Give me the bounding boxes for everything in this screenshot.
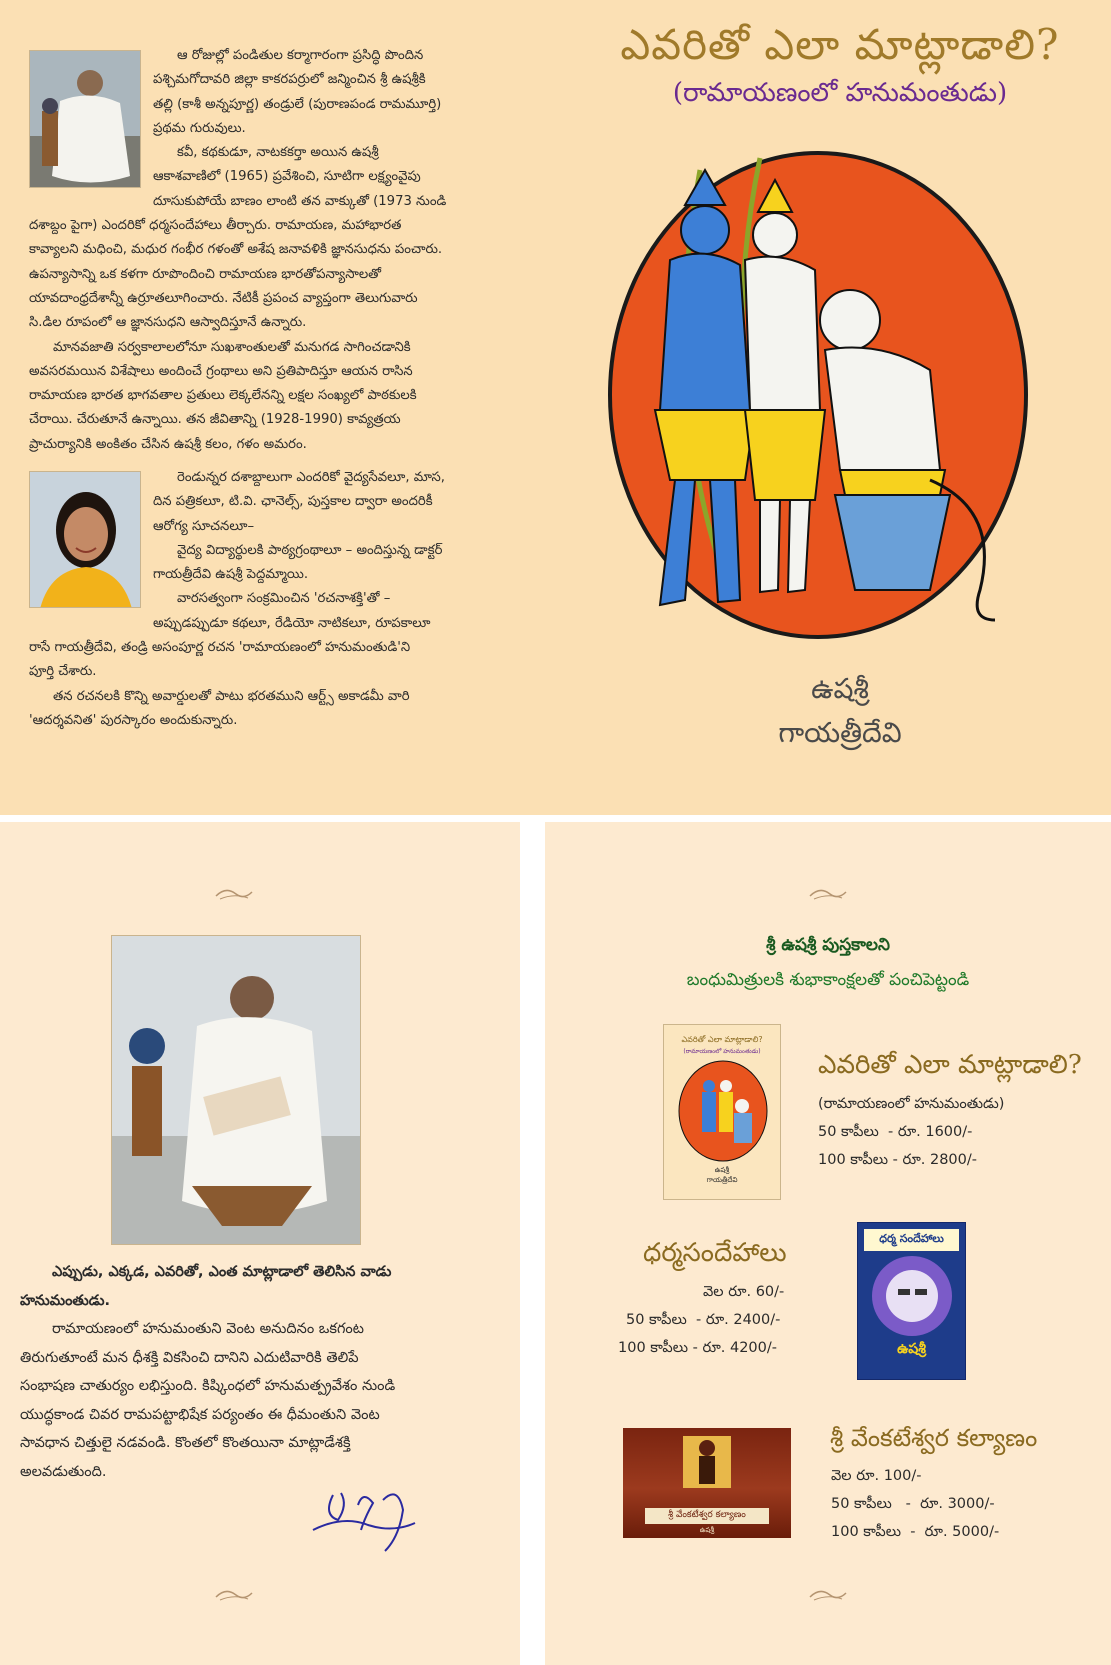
blurb-headline: ఎప్పుడు, ఎక్కడ, ఎవరితో, ఎంత మాట్లాడాలో తెలిసిన వాడు: [52, 1264, 392, 1280]
bio-line: రెండున్నర దశాబ్దాలుగా ఎందరికో వైద్యసేవలూ, మాస,: [177, 470, 445, 485]
cover-author-ushasri: ఉషశ్రీ: [811, 672, 869, 705]
bio-line: దిన పత్రికలూ, టి.వి. ఛానెల్స్, పుస్తకాల ద్వారా అందరికీ: [153, 494, 433, 510]
bio-line: పశ్చిమగోదావరి జిల్లా కాకరపర్రులో జన్మించిన శ్రీ ఉషశ్రీకి: [153, 72, 426, 88]
bio-line: దశాబ్దం పైగా) ఎందరికో ధర్మసందేహాలు తీర్చారు. రామాయణ, మహాభారత: [29, 218, 402, 234]
mini-cover-author: ఉషశ్రీ: [714, 1166, 730, 1174]
book-title-dharmasandehalu: ధర్మసందేహాలు: [643, 1238, 787, 1268]
blurb-line: సావధాన చిత్తులై నడవండి. కొంతలో కొంతయినా మాట్లాడేశక్తి: [20, 1435, 351, 1451]
bio-line: ఉపన్యాసాన్ని ఒక కళగా రూపొందించి రామాయణ భారతోపన్యాసాలతో: [29, 266, 382, 282]
flourish-ornament-icon: [214, 884, 254, 902]
bio-ushasri: [29, 44, 453, 457]
cover-title: ఎవరితో ఎలా మాట్లాడాలి?: [620, 20, 1060, 69]
blurb-line: యుద్ధకాండ చివర రామపట్టాభిషేక పర్యంతం ఈ ధీమంతుని వెంట: [20, 1406, 380, 1423]
bio-line: దూసుకుపోయే బాణం లాంటి తన వాక్కుతో (1973 నుండి: [153, 193, 447, 209]
cover-subtitle: (రామాయణంలో హనుమంతుడు): [672, 78, 1008, 108]
book-title-venkateswara-kalyanam: శ్రీ వేంకటేశ్వర కల్యాణం: [830, 1424, 1038, 1452]
bio-line: ఆరోగ్య సూచనలూ–: [153, 518, 255, 534]
bio-line: ప్రథమ గురువులు.: [153, 120, 246, 136]
mini-cover-author: గాయత్రీదేవి: [706, 1176, 738, 1184]
bio-gayatridevi: [29, 466, 453, 733]
price-line: 100 కాపీలు - రూ. 4200/-: [618, 1340, 777, 1356]
blurb-line: తిరుగుతూంటే మన ధీశక్తి వికసించి దానిని ఎదుటివారికి తెలిపే: [20, 1349, 359, 1366]
bio-line: అవసరమయిన విశేషాలు అందించే గ్రంథాలు అని ప్రతిపాదిస్తూ ఆయన రాసిన: [29, 363, 413, 379]
mini-cover-author: ఉషశ్రీ: [897, 1341, 926, 1357]
mini-cover-title: శ్రీ వేంకటేశ్వర కల్యాణం: [645, 1508, 769, 1524]
bio-line: వారసత్వంగా సంక్రమించిన 'రచనాశక్తి'తో –: [177, 591, 391, 607]
bio-line: పూర్తి చేశారు.: [29, 664, 97, 680]
cover-author-gayatridevi: గాయత్రీదేవి: [778, 716, 902, 749]
book-cover-evaritho: [663, 1024, 781, 1200]
flourish-ornament-icon: [214, 1585, 254, 1603]
bio-line: ఆకాశవాణిలో (1965) ప్రవేశించి, సూటిగా లక్ష్యంవైపు: [153, 169, 421, 185]
price-line: 100 కాపీలు - రూ. 2800/-: [818, 1152, 977, 1168]
price-line: 50 కాపీలు - రూ. 2400/-: [626, 1312, 781, 1328]
flourish-ornament-icon: [808, 884, 848, 902]
bio-line: ప్రాచుర్యానికి అంకితం చేసిన ఉషశ్రీ కలం, గళం అమరం.: [29, 436, 307, 452]
bio-line: తన రచనలకి కొన్ని అవార్డులతో పాటు భరతముని ఆర్ట్స్ అకాడమీ వారి: [53, 688, 410, 704]
blurb-line: రామాయణంలో హనుమంతుని వెంట అనుదినం ఒకగంట: [52, 1321, 364, 1337]
book-title-evaritho: ఎవరితో ఎలా మాట్లాడాలి?: [818, 1050, 1082, 1080]
mini-cover-title: ఎవరితో ఎలా మాట్లాడాలి?: [681, 1035, 763, 1044]
bio-line: వైద్య విద్యార్థులకి పాఠ్యగ్రంథాలూ – అందిస్తున్న డాక్టర్: [177, 542, 443, 558]
books-heading: శ్రీ ఉషశ్రీ పుస్తకాలని: [766, 935, 890, 955]
bio-line: చేరాయి. చేరుతూనే ఉన్నాయి. తన జీవితాన్ని (1928-1990) కావ్యత్రయ: [29, 412, 401, 428]
books-subheading: బంధుమిత్రులకి శుభాకాంక్షలతో పంచిపెట్టండి: [686, 970, 970, 990]
bio-line: 'ఆదర్శవనిత' పురస్కారం అందుకున్నారు.: [29, 712, 238, 728]
bio-line: కావ్యాలని మధించి, మధుర గంభీర గళంతో అశేష జనావళికి జ్ఞానసుధను పంచారు.: [29, 242, 443, 258]
blurb-headline-end: హనుమంతుడు.: [20, 1292, 110, 1309]
bio-line: కవీ, కథకుడూ, నాటకకర్తా అయిన ఉషశ్రీ: [177, 145, 379, 161]
flourish-ornament-icon: [808, 1585, 848, 1603]
bio-line: ఆ రోజుల్లో పండితుల కర్మాగారంగా ప్రసిద్ధి పొందిన: [177, 48, 424, 63]
photo-ushasri-reading: [111, 935, 361, 1245]
bio-line: రాసే గాయత్రీదేవి, తండ్రి అసంపూర్ణ రచన 'రామాయణంలో హనుమంతుడి'ని: [29, 640, 411, 656]
price-line: 50 కాపీలు - రూ. 1600/-: [818, 1124, 973, 1140]
mini-cover-title: ధర్మ సందేహాలు: [864, 1229, 959, 1251]
bio-line: గాయత్రీదేవి ఉషశ్రీ పెద్దమ్మాయి.: [153, 567, 309, 583]
bio-line: యావదాంధ్రదేశాన్నీ ఉర్రూతలూగించారు. నేటికీ ప్రపంచ వ్యాప్తంగా తెలుగువారు: [29, 290, 418, 306]
price-line: వెల రూ. 100/-: [831, 1468, 922, 1484]
price-line: 50 కాపీలు - రూ. 3000/-: [831, 1496, 995, 1512]
blurb-line: అలవడుతుంది.: [20, 1463, 107, 1480]
blurb-line: సంభాషణ చాతుర్యం లభిస్తుంది. కిష్కింధలో హనుమత్ప్రవేశం నుండి: [20, 1378, 396, 1394]
book-subtitle-evaritho: (రామాయణంలో హనుమంతుడు): [818, 1096, 1005, 1112]
price-line: వెల రూ. 60/-: [703, 1284, 785, 1300]
mini-cover-author: ఉషశ్రీ: [699, 1526, 715, 1534]
back-blurb: [20, 1258, 446, 1486]
bio-line: అప్పుడప్పుడూ కథలూ, రేడియో నాటికలూ, రూపకాలూ: [153, 615, 431, 631]
book-cover-dharmasandehalu: [857, 1222, 966, 1380]
bio-line: రామాయణ భారత భాగవతాల ప్రతులు లెక్కలేనన్ని లక్షల సంఖ్యలో పాఠకులకి: [29, 388, 417, 404]
price-line: 100 కాపీలు - రూ. 5000/-: [831, 1524, 1000, 1540]
bio-line: మానవజాతి సర్వకాలాలలోనూ సుఖశాంతులతో మనుగడ సాగించడానికి: [53, 339, 411, 355]
book-cover-venkateswara-kalyanam: [623, 1428, 791, 1538]
bio-line: తల్లి (కాశీ అన్నపూర్ణ) తండ్రులే (పురాణపండ రామమూర్తి): [153, 96, 442, 112]
signature: [303, 1475, 423, 1555]
bio-line: సి.డిల రూపంలో ఆ జ్ఞానసుధని ఆస్వాదిస్తూనే ఉన్నారు.: [29, 315, 307, 331]
cover-illustration-rama-lakshmana-hanuman: [600, 150, 1040, 640]
mini-cover-subtitle: (రామాయణంలో హనుమంతుడు): [683, 1048, 761, 1055]
